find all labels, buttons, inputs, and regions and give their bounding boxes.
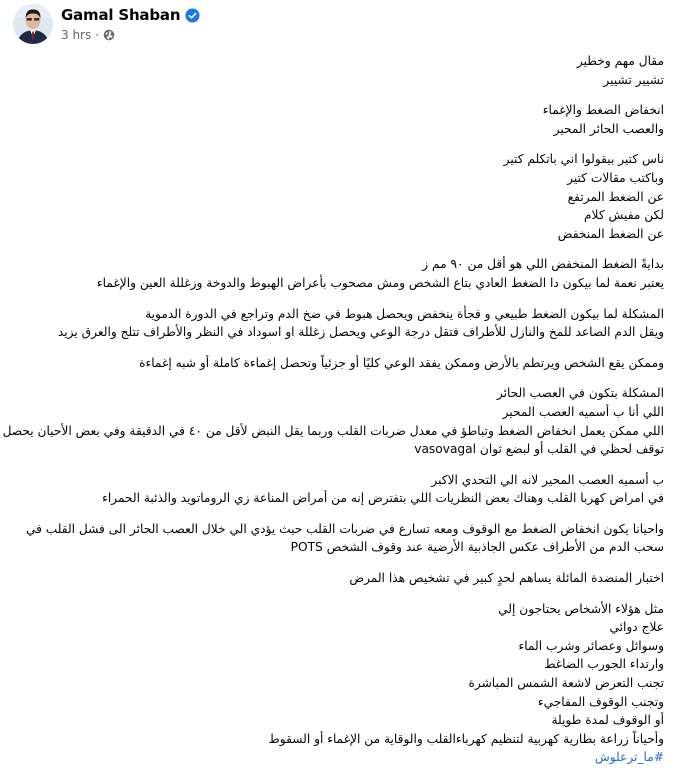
post-meta bbox=[61, 28, 200, 42]
verified-badge-icon bbox=[185, 8, 200, 23]
text-line: اللي أنا ب أسميه العصب المحير bbox=[502, 404, 664, 419]
text-line: لكن مفيش كلام bbox=[584, 208, 664, 223]
post-header bbox=[8, 2, 668, 48]
text-line: تشيير تشيير bbox=[603, 72, 664, 87]
meta-separator: · bbox=[95, 28, 100, 42]
text-line: وممكن يقع الشخص ويرتطم بالأرض وممكن يفقد الوعي كليًا أو جزئياً وتحصل إغماءة كاملة أو شبه إغماءة bbox=[139, 355, 664, 370]
text-line: في امراض كهربا القلب وهناك بعض النظريات اللي بتفترض إنه من أمراض المناعة زي الروماتويد والذئبة الحمراء bbox=[102, 491, 664, 506]
text-line: علاج دوائي bbox=[609, 620, 664, 635]
text-line: اختبار المنضدة المائلة يساهم لحدٍ كبير في تشخيص هذا المرض bbox=[349, 571, 664, 586]
avatar-image bbox=[13, 4, 53, 44]
paragraph-fainting bbox=[10, 354, 664, 373]
text-line: توقف لحظي في القلب أو لبضع ثوان vasovagal bbox=[414, 442, 664, 457]
text-line: مقال مهم وخطير bbox=[576, 54, 664, 68]
text-line: بدايةً الضغط المنخفض اللي هو أقل من ٩٠ مم ز bbox=[422, 257, 664, 272]
text-line: واحيانا يكون انخفاض الضغط مع الوقوف ومعه تسارع في ضربات القلب حيث يؤدي الي خلال العصب الحائر الى فشل القلب في bbox=[25, 521, 664, 536]
author-avatar[interactable] bbox=[13, 4, 53, 44]
text-line: وسوائل وعصائر وشرب الماء bbox=[518, 638, 664, 653]
paragraph-subtitle bbox=[10, 101, 664, 138]
globe-icon[interactable] bbox=[103, 29, 115, 41]
post-timestamp[interactable]: 3 hrs bbox=[61, 28, 92, 42]
paragraph-title bbox=[10, 52, 664, 89]
text-line: تجنب التعرض لاشعة الشمس المباشرة bbox=[468, 676, 664, 691]
text-line: عن الضغط المرتفع bbox=[567, 189, 664, 204]
text-line: ناس كتير بيقولوا اني باتكلم كتير bbox=[503, 152, 664, 167]
text-line: ب أسميه العصب المحير لانه الي التحدي الاكبر bbox=[431, 472, 664, 487]
text-line: اللي ممكن يعمل انخفاض الضغط وتباطؤ في معدل ضربات القلب وربما يقل النبض لأقل من ٤٠ في الدقيقة وفي بعض الأحيان يحصل bbox=[2, 423, 664, 438]
text-line: مثل هؤلاء الأشخاص يحتاجون إلي bbox=[498, 601, 664, 616]
text-line: ويقل الدم الصاعد للمخ والنازل للأطراف فتقل درجة الوعي ويحصل زغللة او اسوداد في النظر والأطراف تتلج والعرق يزيد bbox=[57, 325, 664, 340]
text-line: وباكتب مقالات كتير bbox=[567, 170, 664, 185]
text-line: يعتبر نعمة لما بيكون دا الضغط العادي بتاع الشخص ومش مصحوب بأعراض الهبوط والدوخة وزغللة العين والإغماء bbox=[96, 275, 664, 290]
paragraph-definition bbox=[10, 255, 664, 292]
text-line: المشكلة بتكون في العصب الحائر bbox=[496, 386, 664, 401]
text-line: انخفاض الضغط والإغماء bbox=[542, 103, 664, 118]
paragraph-problem bbox=[10, 305, 664, 342]
text-line: وتجنب الوقوف المفاجيء bbox=[537, 694, 664, 709]
author-name[interactable]: Gamal Shaban bbox=[61, 6, 181, 24]
text-line: وأحياناً زراعة بطارية كهربية لتنظيم كهرباءالقلب والوقاية من الإغماء أو السقوط bbox=[268, 731, 664, 746]
author-row bbox=[61, 6, 200, 24]
paragraph-challenge bbox=[10, 471, 664, 508]
post-text bbox=[2, 52, 664, 779]
text-line: سحب الدم من الأطراف عكس الجاذبية الأرضية عند وقوف الشخص POTS bbox=[290, 540, 664, 555]
text-line: أو الوقوف لمدة طويلة bbox=[551, 713, 664, 728]
paragraph-vagus-nerve bbox=[2, 384, 664, 458]
text-line: وارتداء الجورب الضاغط bbox=[544, 657, 664, 672]
paragraph-treatment bbox=[10, 600, 664, 767]
paragraph-intro bbox=[10, 150, 664, 243]
text-line: والعصب الحائر المحير bbox=[553, 121, 664, 136]
text-line: المشكلة لما بيكون الضغط طبيعي و فجأة ينخفض ويحصل هبوط في ضخ الدم وتراجع في الدورة الدموية bbox=[145, 306, 664, 321]
paragraph-tilt-test bbox=[10, 569, 664, 588]
paragraph-pots bbox=[10, 520, 664, 557]
author-block bbox=[61, 6, 200, 42]
text-line: عن الضغط المنخفض bbox=[557, 226, 664, 241]
hashtag-link[interactable]: #ما_ترعلوش bbox=[594, 750, 664, 765]
